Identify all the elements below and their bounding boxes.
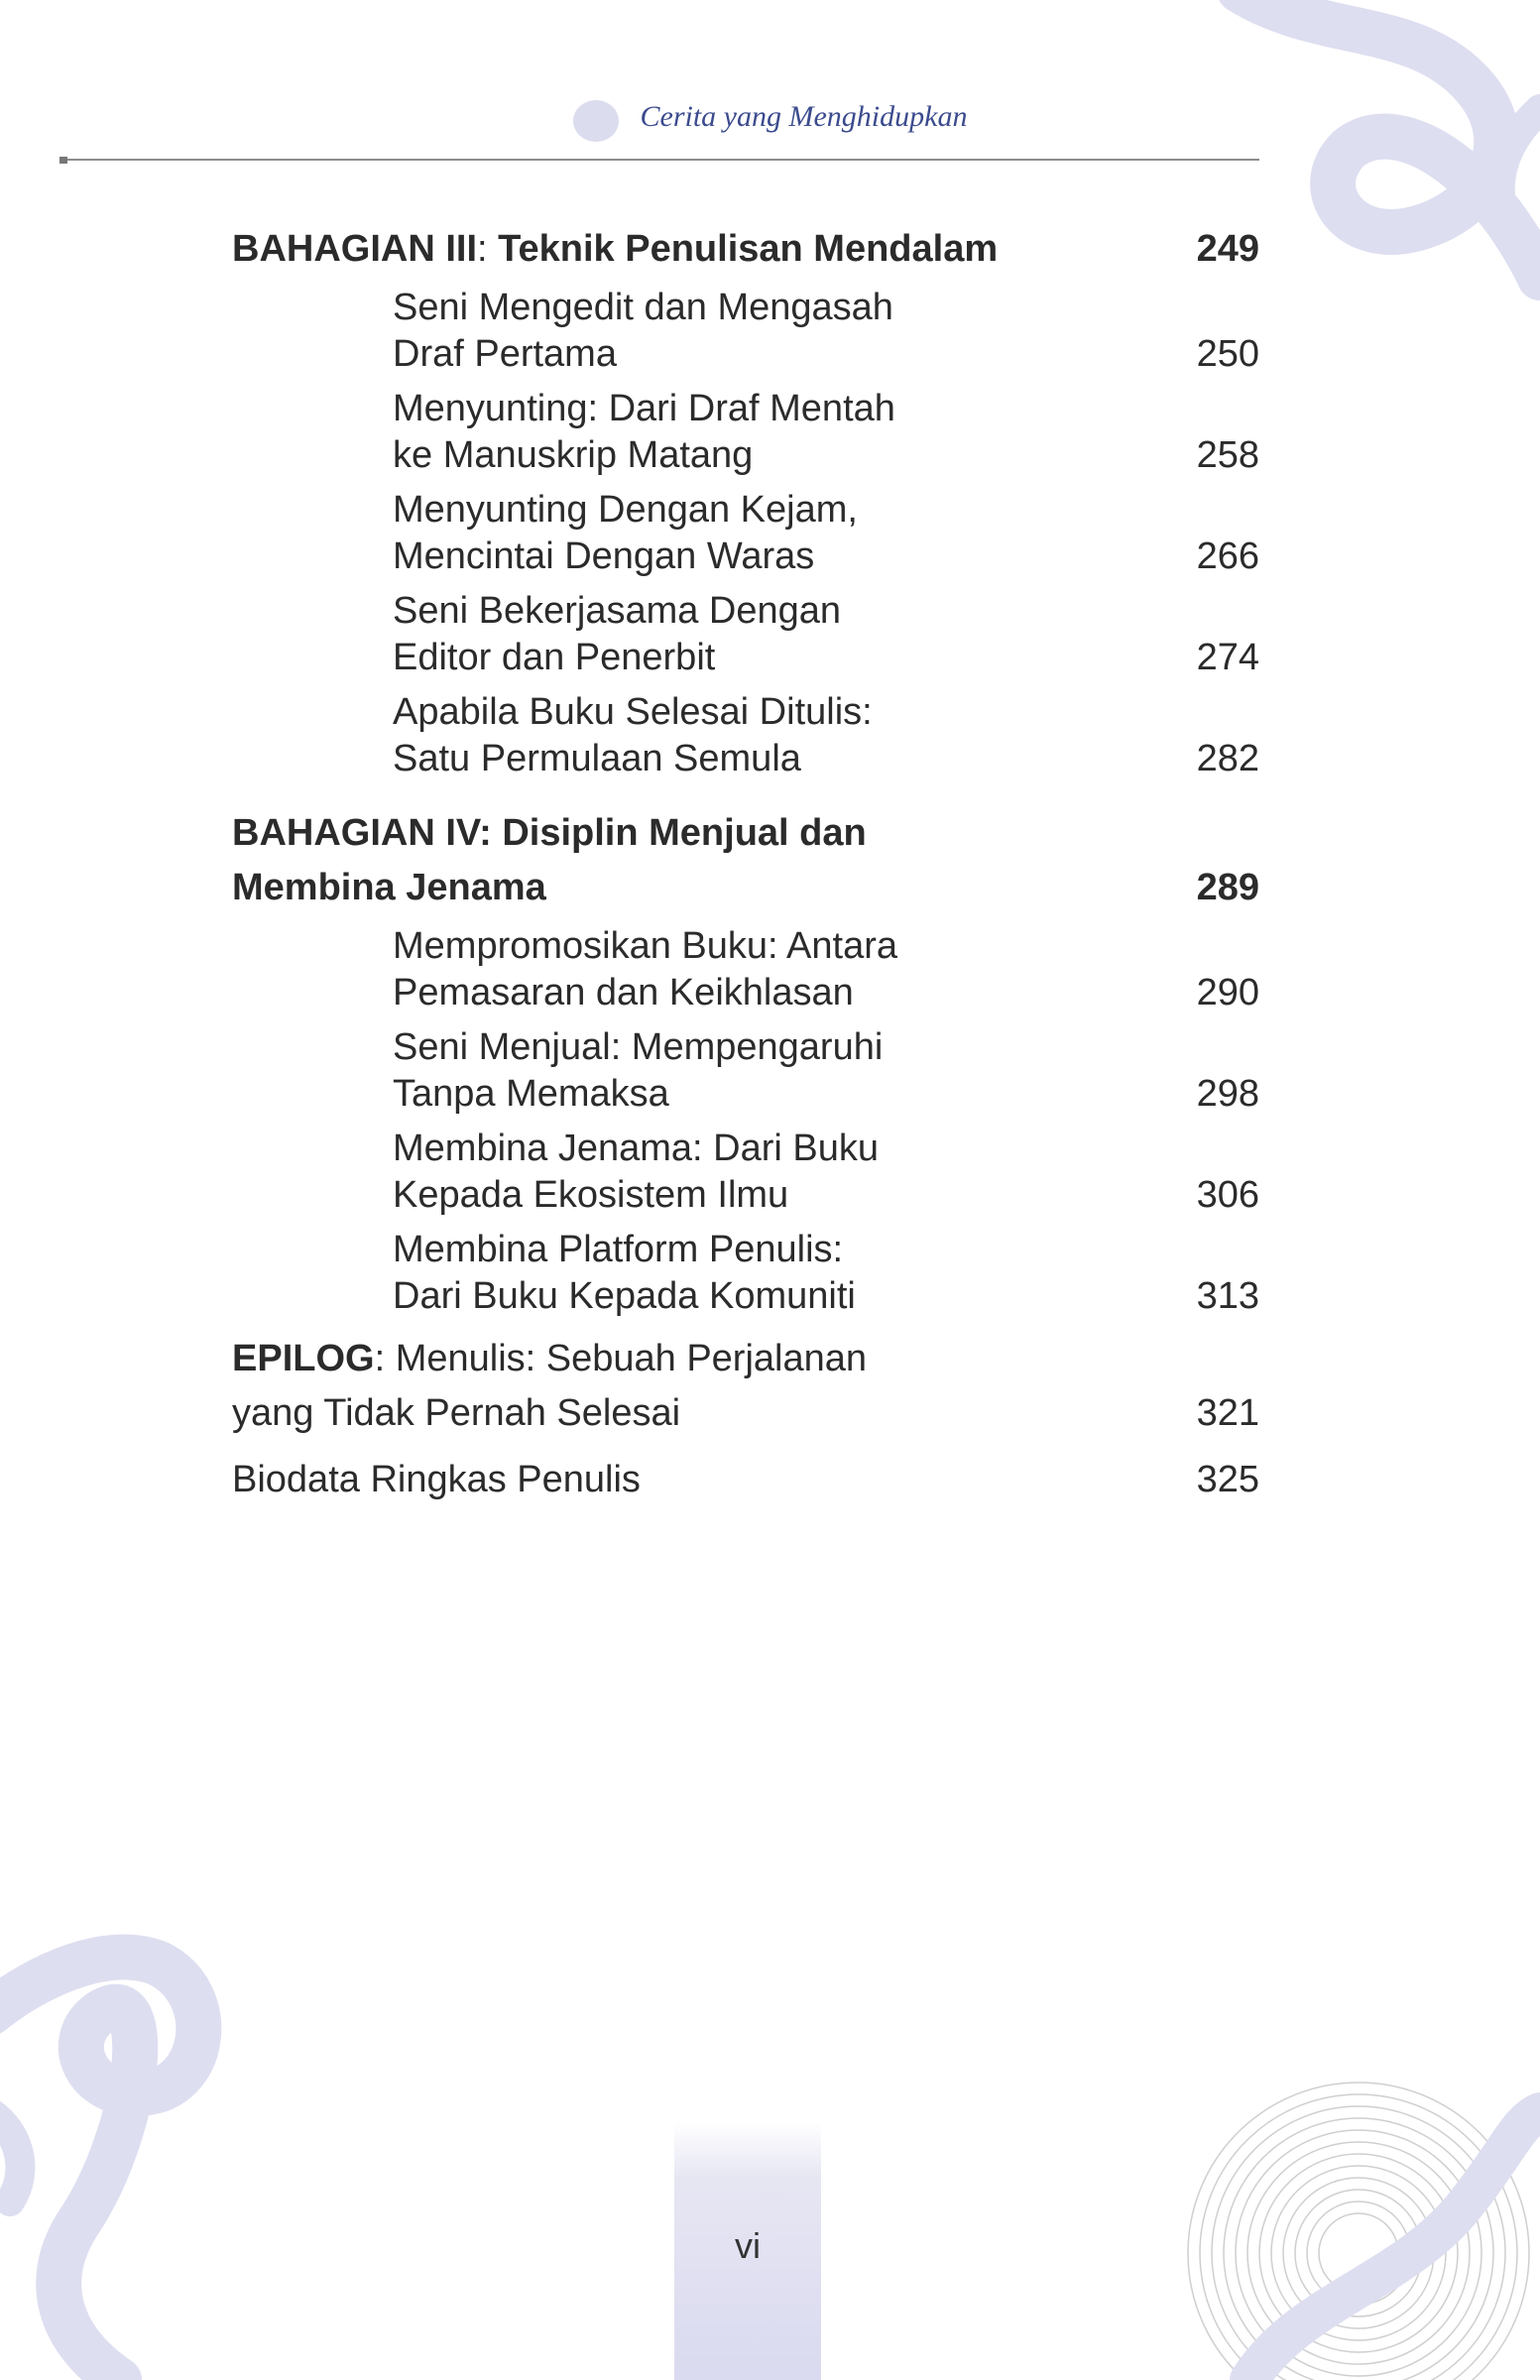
chapter-title-line1: Mempromosikan Buku: Antara [393,925,898,967]
chapter-page: 282 [1196,738,1259,779]
toc-chapter[interactable] [232,1024,1259,1118]
toc-chapter[interactable] [232,689,1259,782]
chapter-title-line2: Kepada Ekosistem Ilmu [393,1174,789,1216]
chapter-title-line1: Seni Menjual: Mempengaruhi [393,1026,884,1068]
chapter-page: 250 [1196,333,1259,375]
epilog-title-line1: : Menulis: Sebuah Perjalanan [374,1338,868,1379]
chapter-title-line1: Membina Jenama: Dari Buku [393,1128,879,1169]
toc-chapter[interactable] [232,386,1259,479]
part-4-title-line2: Membina Jenama [232,867,546,908]
chapter-title-line2: Editor dan Penerbit [393,637,716,678]
chapter-title-line2: Satu Permulaan Semula [393,738,801,779]
header-rule-dot [59,157,67,164]
part-3-page: 249 [1196,228,1259,270]
part-3-label: BAHAGIAN III [232,228,477,270]
chapter-title-line2: Tanpa Memaksa [393,1073,669,1115]
chapter-title-line1: Menyunting: Dari Draf Mentah [393,388,895,429]
chapter-title-line2: Pemasaran dan Keikhlasan [393,972,854,1013]
chapter-title-line2: Draf Pertama [393,333,617,375]
biodata-title: Biodata Ringkas Penulis [232,1459,641,1500]
toc-chapter[interactable] [232,1126,1259,1219]
toc-chapter[interactable] [232,588,1259,681]
toc-chapter[interactable] [232,1227,1259,1320]
chapter-title-line1: Menyunting Dengan Kejam, [393,489,858,531]
speech-bubble-icon [573,100,619,142]
chapter-page: 266 [1196,536,1259,577]
chapter-title-line1: Apabila Buku Selesai Ditulis: [393,691,873,733]
biodata-page: 325 [1196,1459,1259,1500]
chapter-page: 298 [1196,1073,1259,1115]
chapter-title-line1: Seni Mengedit dan Mengasah [393,287,893,328]
chapter-page: 258 [1196,434,1259,476]
running-title: Cerita yang Menghidupkan [640,100,968,133]
chapter-title-line1: Membina Platform Penulis: [393,1229,844,1270]
chapter-title-line2: ke Manuskrip Matang [393,434,754,476]
chapter-title-line1: Seni Bekerjasama Dengan [393,590,842,632]
chapter-page: 290 [1196,972,1259,1013]
chapter-page: 274 [1196,637,1259,678]
chapter-title-line2: Mencintai Dengan Waras [393,536,815,577]
epilog-title-line2: yang Tidak Pernah Selesai [232,1392,681,1434]
toc-part-3[interactable] [232,222,1259,277]
toc-part-4[interactable] [232,806,1259,915]
chapter-page: 313 [1196,1275,1259,1317]
header-rule [59,159,1259,161]
toc-chapter[interactable] [232,285,1259,378]
toc-chapter[interactable] [232,487,1259,580]
part-4-page: 289 [1196,867,1259,908]
toc-epilog[interactable] [232,1332,1259,1441]
page-number: vi [735,2225,761,2266]
running-header [0,87,1540,147]
epilog-page: 321 [1196,1392,1259,1434]
epilog-label: EPILOG [232,1338,375,1379]
part-4-title-line1: BAHAGIAN IV: Disiplin Menjual dan [232,812,867,854]
part-3-title: Teknik Penulisan Mendalam [498,228,999,270]
toc-biodata[interactable] [232,1453,1259,1507]
chapter-page: 306 [1196,1174,1259,1216]
table-of-contents [232,222,1259,1515]
chapter-title-line2: Dari Buku Kepada Komuniti [393,1275,856,1317]
part-3-separator: : [477,228,499,270]
toc-chapter[interactable] [232,923,1259,1016]
